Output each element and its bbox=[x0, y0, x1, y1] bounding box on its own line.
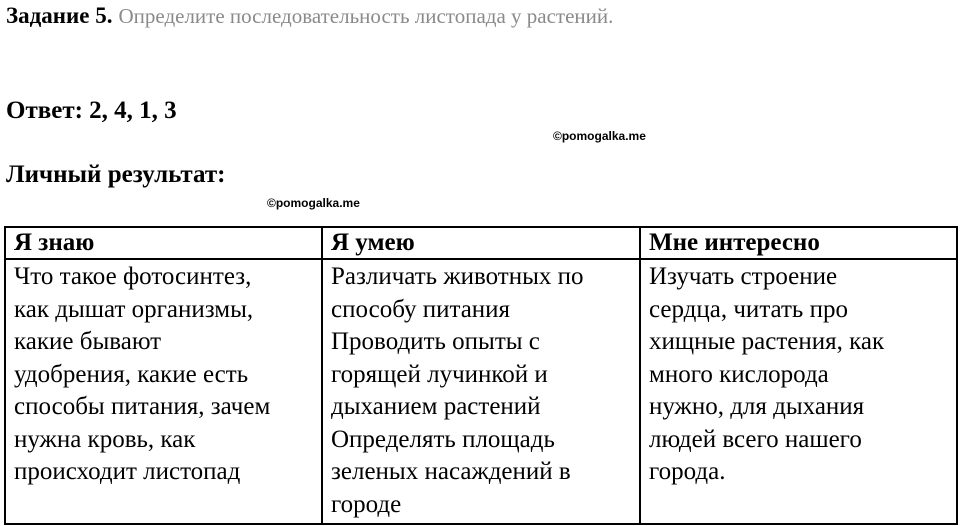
cell-line: дыханием растений bbox=[331, 393, 541, 420]
cell-line: способы питания, зачем bbox=[14, 393, 271, 420]
cell-line: Различать животных по bbox=[331, 263, 584, 290]
cell-line: сердца, читать про bbox=[649, 295, 848, 323]
cell-i-know bbox=[5, 259, 322, 524]
table-row bbox=[5, 259, 957, 524]
cell-line: Определять площадь bbox=[331, 425, 555, 453]
task-heading bbox=[6, 2, 613, 30]
cell-line: нужно, для дыхания bbox=[649, 393, 865, 420]
header-interested: Мне интересно bbox=[640, 227, 957, 259]
cell-line: происходит листопад bbox=[14, 458, 241, 485]
watermark: ©pomogalka.me bbox=[267, 196, 360, 210]
answer-line: Ответ: 2, 4, 1, 3 bbox=[6, 97, 177, 124]
cell-line: какие бывают bbox=[14, 328, 162, 355]
cell-line: Проводить опыты с bbox=[331, 328, 540, 355]
task-text: Определите последовательность листопада у растений. bbox=[118, 4, 614, 28]
cell-line: как дышат организмы, bbox=[14, 295, 254, 323]
cell-line: нужна кровь, как bbox=[14, 425, 196, 453]
cell-line: людей всего нашего bbox=[649, 425, 862, 453]
watermark: ©pomogalka.me bbox=[553, 129, 646, 143]
cell-i-can bbox=[322, 259, 640, 524]
cell-line: городе bbox=[331, 490, 402, 518]
cell-line: Что такое фотосинтез, bbox=[14, 263, 252, 290]
cell-line: хищные растения, как bbox=[649, 328, 885, 355]
cell-line: удобрения, какие есть bbox=[14, 360, 249, 388]
cell-line: города. bbox=[649, 458, 726, 485]
cell-line: горящей лучинкой и bbox=[331, 360, 548, 388]
cell-interested bbox=[640, 259, 957, 524]
cell-line: много кислорода bbox=[649, 360, 829, 388]
task-label: Задание 5. bbox=[6, 3, 113, 28]
cell-line: зеленых насаждений в bbox=[331, 458, 571, 485]
header-i-know: Я знаю bbox=[5, 227, 322, 259]
cell-line: Изучать строение bbox=[649, 263, 838, 290]
personal-result-heading: Личный результат: bbox=[6, 161, 226, 188]
table-header-row bbox=[5, 227, 957, 259]
personal-result-table bbox=[4, 226, 958, 525]
header-i-can: Я умею bbox=[322, 227, 640, 259]
cell-line: способу питания bbox=[331, 295, 511, 323]
